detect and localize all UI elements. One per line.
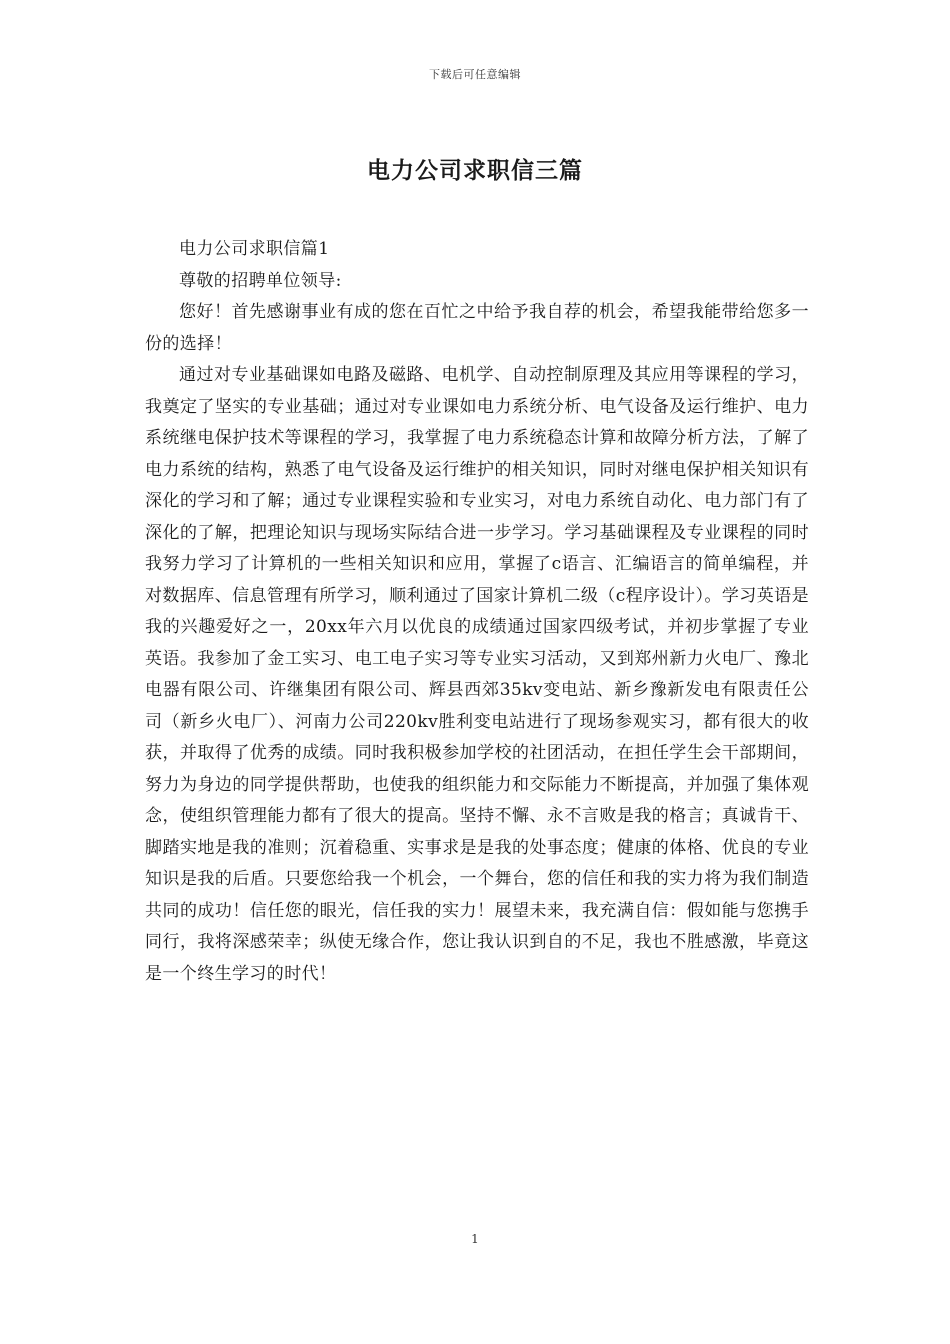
page-header-note: 下载后可任意编辑 — [429, 68, 521, 81]
page-number: 1 — [471, 1232, 479, 1246]
paragraph-greeting: 您好！首先感谢事业有成的您在百忙之中给予我自荐的机会，希望我能带给您多一份的选择！ — [145, 302, 809, 354]
paragraph-main: 通过对专业基础课如电路及磁路、电机学、自动控制原理及其应用等课程的学习，我奠定了坚实的专业基础；通过对专业课如电力系统分析、电气设备及运行维护、电力系统继电保护技术等课程的学习，我掌握了电力系统稳态计算和故障分析方法，了解了电力系统的结构，熟悉了电气设备及运行维护的相关知识，同时对继电保护相关知识有深化的学习和了解；通过专业课程实验和专业实习，对电力系统自动化、电力部门有了深化的了解，把理论知识与现场实际结合进一步学习。学习基础课程及专业课程的同时我努力学习了计算机的一些相关知识和应用，掌握了c语言、汇编语言的简单编程，并对数据库、信息管理有所学习，顺利通过了国家计算机二级（c程序设计）。学习英语是我的兴趣爱好之一，20xx年六月以优良的成绩通过国家四级考试，并初步掌握了专业英语。我参加了金工实习、电工电子实习等专业实习活动，又到郑州新力火电厂、豫北电器有限公司、许继集团有限公司、辉县西郊35kv变电站、新乡豫新发电有限责任公司（新乡火电厂）、河南力公司220kv胜利变电站进行了现场参观实习，都有很大的收获，并取得了优秀的成绩。同时我积极参加学校的社团活动，在担任学生会干部期间，努力为身边的同学提供帮助，也使我的组织能力和交际能力不断提高，并加强了集体观念，使组织管理能力都有了很大的提高。坚持不懈、永不言败是我的格言；真诚肯干、脚踏实地是我的准则；沉着稳重、实事求是是我的处事态度；健康的体格、优良的专业知识是我的后盾。只要您给我一个机会，一个舞台，您的信任和我的实力将为我们制造共同的成功！信任您的眼光，信任我的实力！展望未来，我充满自信：假如能与您携手同行，我将深感荣幸；纵使无缘合作，您让我认识到自的不足，我也不胜感激，毕竟这是一个终生学习的时代！ — [145, 365, 809, 984]
document-body — [145, 234, 809, 990]
section-heading: 电力公司求职信篇1 — [179, 239, 330, 259]
salutation: 尊敬的招聘单位领导: — [179, 270, 342, 291]
document-title: 电力公司求职信三篇 — [367, 157, 583, 184]
